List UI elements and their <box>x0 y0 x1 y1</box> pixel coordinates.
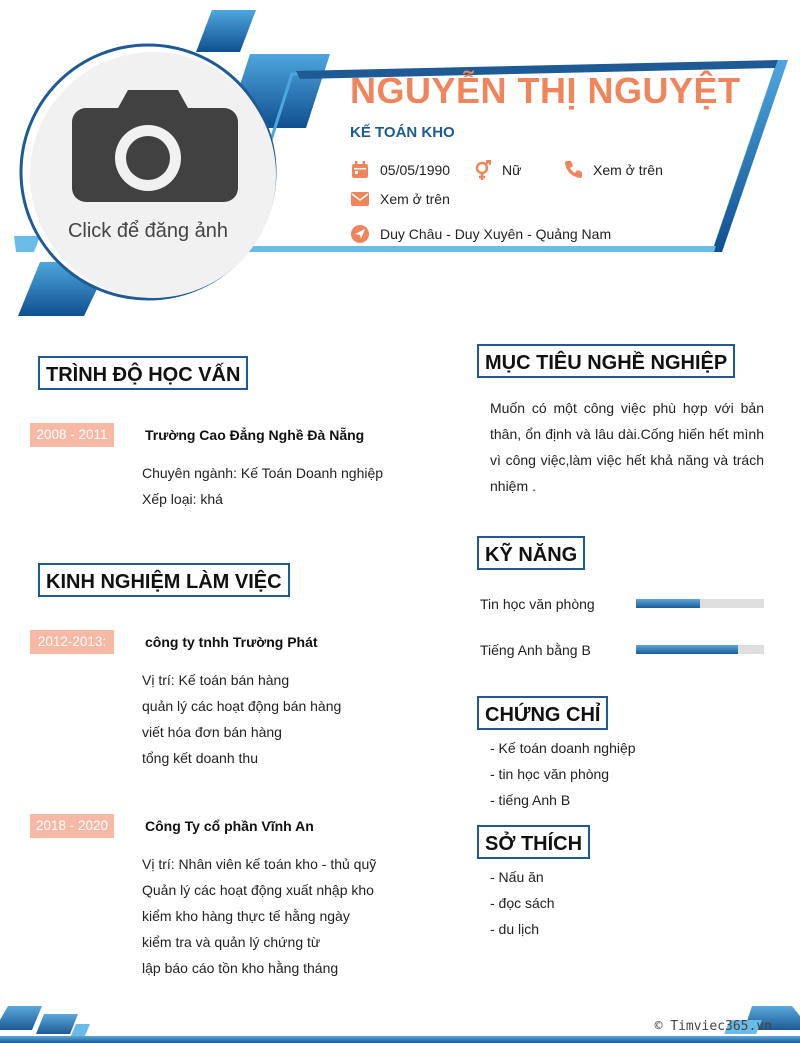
skill-level-bar <box>636 599 764 608</box>
education-detail: Chuyên ngành: Kế Toán Doanh nghiệp <box>142 465 384 481</box>
education-period: 2008 - 2011 <box>30 423 114 447</box>
job-title: KẾ TOÁN KHO <box>350 124 455 141</box>
experience-detail: kiểm kho hàng thực tế hằng ngày <box>142 908 350 924</box>
hobby-item: - Nấu ăn <box>490 869 544 885</box>
section-title: KỸ NĂNG <box>477 536 585 570</box>
address-row <box>350 224 611 244</box>
skill-name: Tin học văn phòng <box>480 596 595 612</box>
phone-text: Xem ở trên <box>593 162 663 178</box>
phone-row <box>563 160 663 180</box>
experience-detail: Quản lý các hoạt động xuất nhập kho <box>142 882 374 898</box>
gender-row <box>474 160 521 180</box>
hobby-item: - du lịch <box>490 921 540 937</box>
avatar-label: Click để đăng ảnh <box>67 220 229 242</box>
experience-period: 2018 - 2020 <box>30 814 114 838</box>
copyright: © Timviec365.vn <box>654 1019 772 1034</box>
phone-icon <box>563 160 583 180</box>
birthday-row <box>350 160 450 180</box>
avatar-upload[interactable] <box>30 52 276 298</box>
section-title: MỤC TIÊU NGHỀ NGHIỆP <box>477 344 735 378</box>
section-title: TRÌNH ĐỘ HỌC VẤN <box>38 356 248 390</box>
gender-icon <box>474 160 492 180</box>
section-title: SỞ THÍCH <box>477 825 590 859</box>
education-detail: Xếp loại: khá <box>142 491 223 507</box>
experience-detail: quản lý các hoạt động bán hàng <box>142 698 342 714</box>
email-icon <box>350 191 370 207</box>
education-school: Trường Cao Đẳng Nghề Đà Nẵng <box>145 427 365 443</box>
experience-company: Công Ty cổ phần Vĩnh An <box>145 818 314 834</box>
camera-icon <box>30 52 276 298</box>
certificate-item: - tiếng Anh B <box>490 792 571 808</box>
address-text: Duy Châu - Duy Xuyên - Quảng Nam <box>380 226 612 242</box>
experience-detail: Vị trí: Kế toán bán hàng <box>142 672 290 688</box>
candidate-name: NGUYỄN THỊ NGUYỆT <box>350 70 741 111</box>
certificate-item: - Kế toán doanh nghiệp <box>490 740 636 756</box>
certificate-item: - tin học văn phòng <box>490 766 610 782</box>
email-text: Xem ở trên <box>380 191 450 207</box>
section-title: KINH NGHIỆM LÀM VIỆC <box>38 563 290 597</box>
skill-name: Tiếng Anh bằng B <box>480 642 591 658</box>
experience-detail: viết hóa đơn bán hàng <box>142 724 282 740</box>
experience-company: công ty tnhh Trường Phát <box>145 634 318 650</box>
experience-detail: lập báo cáo tồn kho hằng tháng <box>142 960 339 976</box>
email-row <box>350 191 450 207</box>
objective-text: Muốn có một công việc phù hợp với bản thân, ổn định và lâu dài.Cống hiến hết mình vì công việc,làm việc hết khả năng và trách nhiệm . <box>490 400 764 494</box>
experience-detail: tổng kết doanh thu <box>142 750 258 766</box>
skill-level-bar <box>636 645 764 654</box>
experience-detail: kiểm tra và quản lý chứng từ <box>142 934 321 950</box>
hobby-item: - đọc sách <box>490 895 555 911</box>
experience-detail: Vị trí: Nhân viên kế toán kho - thủ quỹ <box>142 856 377 872</box>
gender-text: Nữ <box>502 162 522 178</box>
experience-period: 2012-2013: <box>30 630 114 654</box>
calendar-icon <box>350 160 370 180</box>
location-icon <box>350 224 370 244</box>
birthday-text: 05/05/1990 <box>380 162 451 178</box>
section-title: CHỨNG CHỈ <box>477 696 608 730</box>
